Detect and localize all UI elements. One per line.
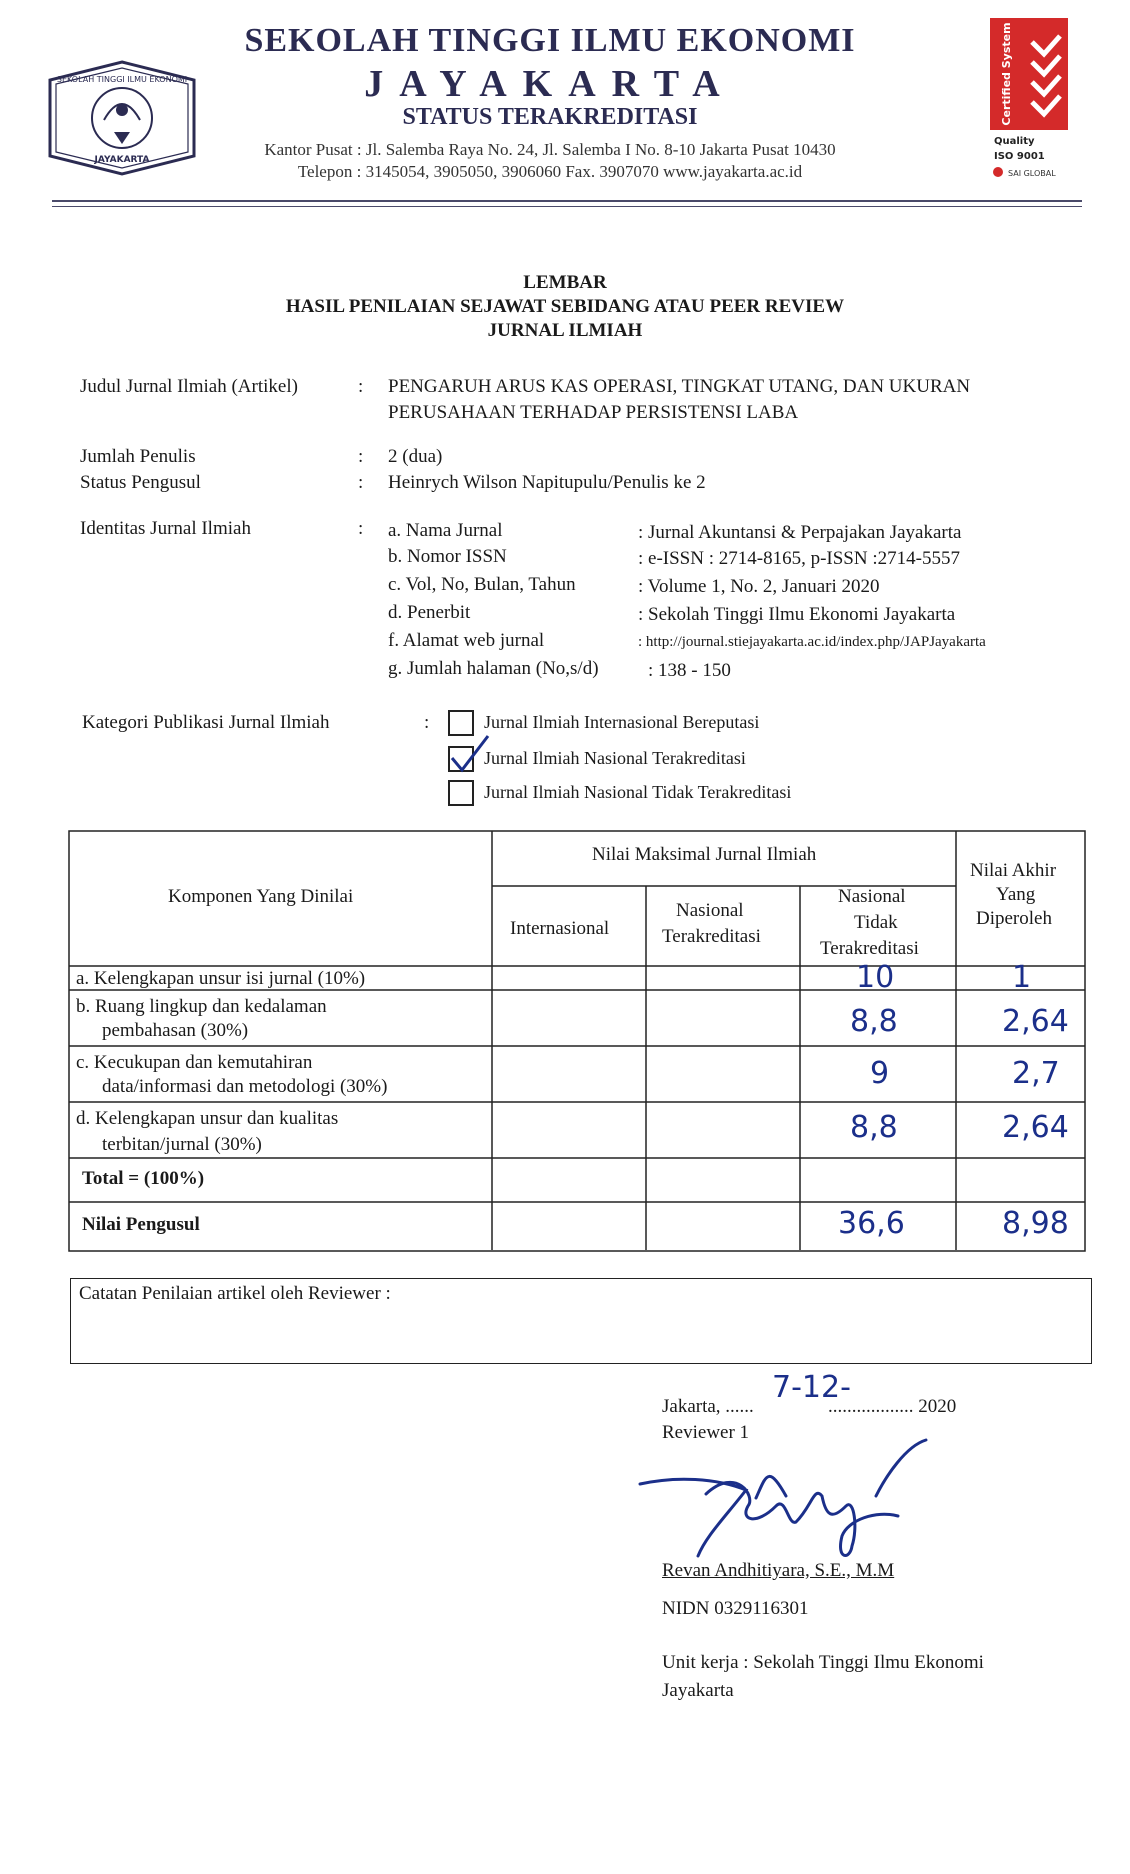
reviewer-unit-line1: Unit kerja : Sekolah Tinggi Ilmu Ekonomi — [662, 1652, 984, 1673]
total-score-handwritten: 36,6 — [838, 1206, 905, 1241]
kategori-colon: : — [424, 712, 430, 733]
institution-address: Kantor Pusat : Jl. Salemba Raya No. 24, Jl. Salemba I No. 8-10 Jakarta Pusat 10430 — [264, 140, 836, 159]
reviewer-notes-box[interactable] — [70, 1278, 1092, 1364]
kategori-option-label: Jurnal Ilmiah Nasional Tidak Terakreditasi — [484, 782, 792, 802]
score-handwritten: 10 — [856, 960, 895, 995]
notes-label: Catatan Penilaian artikel oleh Reviewer : — [79, 1283, 391, 1304]
svg-text:SEKOLAH TINGGI ILMU EKONOMI: SEKOLAH TINGGI ILMU EKONOMI — [56, 75, 188, 84]
header-rule — [52, 200, 1082, 202]
score-handwritten: 8,8 — [850, 1004, 898, 1039]
svg-text:ISO 9001: ISO 9001 — [994, 151, 1045, 162]
nilai-pengusul-label: Nilai Pengusul — [82, 1214, 200, 1235]
jumlah-colon: : — [358, 446, 364, 467]
identitas-item-value: : e-ISSN : 2714-8165, p-ISSN :2714-5557 — [638, 548, 960, 569]
reviewer-unit-line2: Jayakarta — [662, 1680, 734, 1701]
reviewer-signature — [636, 1436, 936, 1566]
document-title-line3: JURNAL ILMIAH — [487, 320, 643, 341]
iso-certification-badge — [988, 18, 1070, 188]
svg-text:Quality: Quality — [994, 136, 1035, 147]
identitas-item-key: c. Vol, No, Bulan, Tahun — [388, 574, 576, 595]
identitas-label: Identitas Jurnal Ilmiah — [80, 518, 251, 539]
kategori-label: Kategori Publikasi Jurnal Ilmiah — [82, 712, 330, 733]
identitas-item-value: : http://journal.stiejayakarta.ac.id/index.php/JAPJayakarta — [638, 634, 986, 650]
final-handwritten: 2,64 — [1002, 1110, 1069, 1145]
score-handwritten: 8,8 — [850, 1110, 898, 1145]
identitas-item-key: f. Alamat web jurnal — [388, 630, 545, 651]
identitas-item-value: : Sekolah Tinggi Ilmu Ekonomi Jayakarta — [638, 604, 956, 625]
row-label: d. Kelengkapan unsur dan kualitas — [76, 1108, 339, 1129]
judul-value-line1: PENGARUH ARUS KAS OPERASI, TINGKAT UTANG, DAN UKURAN — [388, 376, 971, 397]
judul-colon: : — [358, 376, 364, 397]
identitas-item-key: d. Penerbit — [388, 602, 471, 623]
svg-text:JAYAKARTA: JAYAKARTA — [94, 155, 150, 165]
svg-text:SAI GLOBAL: SAI GLOBAL — [1008, 169, 1056, 178]
jumlah-penulis-label: Jumlah Penulis — [80, 446, 196, 467]
final-handwritten: 2,7 — [1012, 1056, 1060, 1091]
header-tidak-line1: Nasional — [838, 886, 906, 907]
kategori-checkbox[interactable] — [448, 710, 474, 736]
judul-label: Judul Jurnal Ilmiah (Artikel) — [80, 376, 298, 397]
kategori-checkbox[interactable] — [448, 780, 474, 806]
identitas-item-value: : 138 - 150 — [648, 660, 731, 681]
signature-place: Jakarta, ...... — [662, 1396, 754, 1417]
header-tidak-line3: Terakreditasi — [820, 938, 919, 959]
row-label-cont: terbitan/jurnal (30%) — [102, 1134, 262, 1155]
institution-city: JAYAKARTA — [364, 63, 736, 105]
final-handwritten: 1 — [1012, 960, 1032, 995]
reviewer-nidn: NIDN 0329116301 — [662, 1598, 809, 1619]
status-pengusul-value: Heinrych Wilson Napitupulu/Penulis ke 2 — [388, 472, 706, 493]
identitas-item-key: a. Nama Jurnal — [388, 520, 503, 541]
kategori-option-label: Jurnal Ilmiah Internasional Bereputasi — [484, 712, 760, 732]
status-colon: : — [358, 472, 364, 493]
header-rule-thin — [52, 206, 1082, 207]
row-label-cont: data/informasi dan metodologi (30%) — [102, 1076, 388, 1097]
svg-text:Certified System: Certified System — [1000, 22, 1013, 126]
header-akhir-line1: Nilai Akhir — [970, 860, 1057, 881]
row-label: b. Ruang lingkup dan kedalaman — [76, 996, 327, 1017]
total-final-handwritten: 8,98 — [1002, 1206, 1069, 1241]
kategori-option-label: Jurnal Ilmiah Nasional Terakreditasi — [484, 748, 746, 768]
signature-year: .................. 2020 — [828, 1396, 957, 1417]
final-handwritten: 2,64 — [1002, 1004, 1069, 1039]
institution-phone: Telepon : 3145054, 3905050, 3906060 Fax. 3907070 www.jayakarta.ac.id — [297, 162, 803, 181]
identitas-colon: : — [358, 518, 364, 539]
identitas-item-key: g. Jumlah halaman (No,s/d) — [388, 658, 599, 679]
header-nilai-maksimal: Nilai Maksimal Jurnal Ilmiah — [592, 844, 817, 865]
status-pengusul-label: Status Pengusul — [80, 472, 201, 493]
accreditation-status: STATUS TERAKREDITASI — [402, 104, 698, 130]
row-label: a. Kelengkapan unsur isi jurnal (10%) — [76, 968, 366, 989]
kategori-checkbox-checked[interactable] — [448, 746, 474, 772]
identitas-item-key: b. Nomor ISSN — [388, 546, 507, 567]
header-akhir-line2: Yang — [996, 884, 1036, 905]
signature-date-handwritten: 7-12- — [772, 1370, 851, 1405]
header-akhir-line3: Diperoleh — [976, 908, 1052, 929]
header-nasional-line2: Terakreditasi — [662, 926, 761, 947]
header-internasional: Internasional — [510, 918, 610, 939]
reviewer-role: Reviewer 1 — [662, 1422, 750, 1443]
row-label: c. Kecukupan dan kemutahiran — [76, 1052, 313, 1073]
row-label-cont: pembahasan (30%) — [102, 1020, 249, 1041]
score-table — [68, 830, 1086, 1252]
score-handwritten: 9 — [870, 1056, 890, 1091]
header-komponen: Komponen Yang Dinilai — [168, 886, 354, 907]
document-title-line2: HASIL PENILAIAN SEJAWAT SEBIDANG ATAU PEER REVIEW — [285, 296, 845, 317]
identitas-item-value: : Jurnal Akuntansi & Perpajakan Jayakarta — [638, 522, 962, 543]
judul-value-line2: PERUSAHAAN TERHADAP PERSISTENSI LABA — [388, 402, 799, 423]
institution-name: SEKOLAH TINGGI ILMU EKONOMI — [244, 22, 856, 59]
document-title-line1: LEMBAR — [523, 272, 607, 293]
header-tidak-line2: Tidak — [854, 912, 898, 933]
jumlah-penulis-value: 2 (dua) — [388, 446, 443, 467]
reviewer-name: Revan Andhitiyara, S.E., M.M — [662, 1560, 895, 1581]
total-label: Total = (100%) — [82, 1168, 205, 1189]
header-nasional-line1: Nasional — [676, 900, 744, 921]
identitas-item-value: : Volume 1, No. 2, Januari 2020 — [638, 576, 880, 597]
institution-logo — [44, 58, 200, 178]
